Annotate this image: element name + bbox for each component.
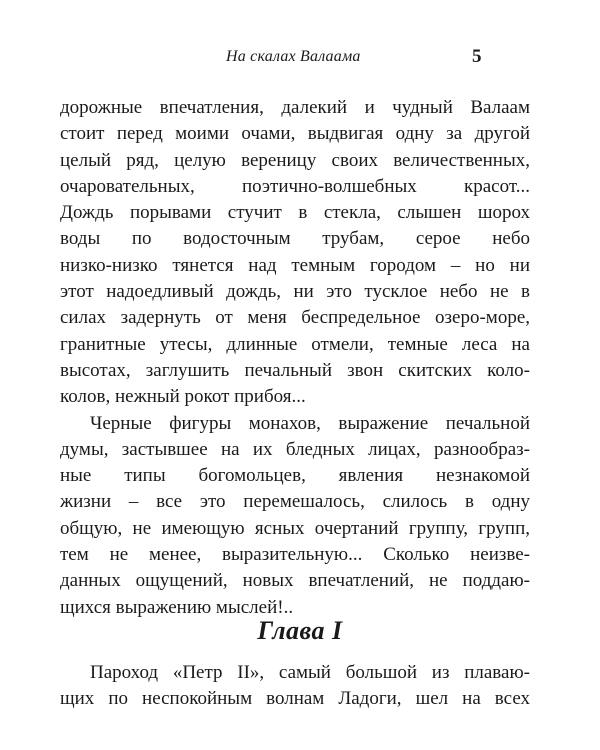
text-line: этот надоедливый дождь, ни это тусклое небо не в — [60, 281, 530, 303]
text-line: Черные фигуры монахов, выражение печальной — [90, 412, 530, 434]
running-header — [0, 46, 600, 70]
text-line: ные типы богомольцев, явления незнакомой — [60, 465, 530, 487]
text-line: воды по водосточным трубам, серое небо — [60, 228, 530, 250]
text-line: низко-низко тянется над темным городом – но ни — [60, 254, 530, 276]
text-line: гранитные утесы, длинные отмели, темные леса на — [60, 333, 530, 355]
page-number: 5 — [472, 46, 482, 67]
body-text — [60, 95, 530, 621]
text-line: Дождь порывами стучит в стекла, слышен шорох — [60, 202, 530, 224]
text-line: Пароход «Петр II», самый большой из плаваю- — [90, 662, 530, 683]
text-line: очаровательных, поэтично-волшебных красот... — [60, 175, 530, 197]
text-line: колов, нежный рокот прибоя... — [60, 386, 306, 408]
text-line: высотах, заглушить печальный звон скитских коло- — [60, 359, 530, 381]
chapter-heading: Глава I — [257, 616, 343, 645]
text-line: щихся выражению мыслей!.. — [60, 596, 294, 618]
text-line: силах задернуть от меня беспредельное озеро-море, — [60, 307, 530, 329]
text-line: думы, застывшее на их бледных лицах, разнообраз- — [60, 438, 530, 460]
text-line: целый ряд, целую вереницу своих величественных, — [60, 149, 530, 171]
chapter-text — [60, 660, 530, 713]
text-line: стоит перед моими очами, выдвигая одну за другой — [60, 123, 530, 145]
text-line: дорожные впечатления, далекий и чудный Валаам — [60, 97, 530, 118]
text-line: общую, не имеющую ясных очертаний группу, групп, — [60, 517, 530, 539]
text-line: щих по неспокойным волнам Ладоги, шел на всех — [60, 688, 530, 710]
text-line: тем не менее, выразительную... Сколько неизве- — [60, 544, 530, 566]
text-line: данных ощущений, новых впечатлений, не поддаю- — [60, 570, 530, 592]
text-line: жизни – все это перемешалось, слилось в одну — [60, 491, 530, 513]
running-title: На скалах Валаама — [226, 48, 361, 65]
